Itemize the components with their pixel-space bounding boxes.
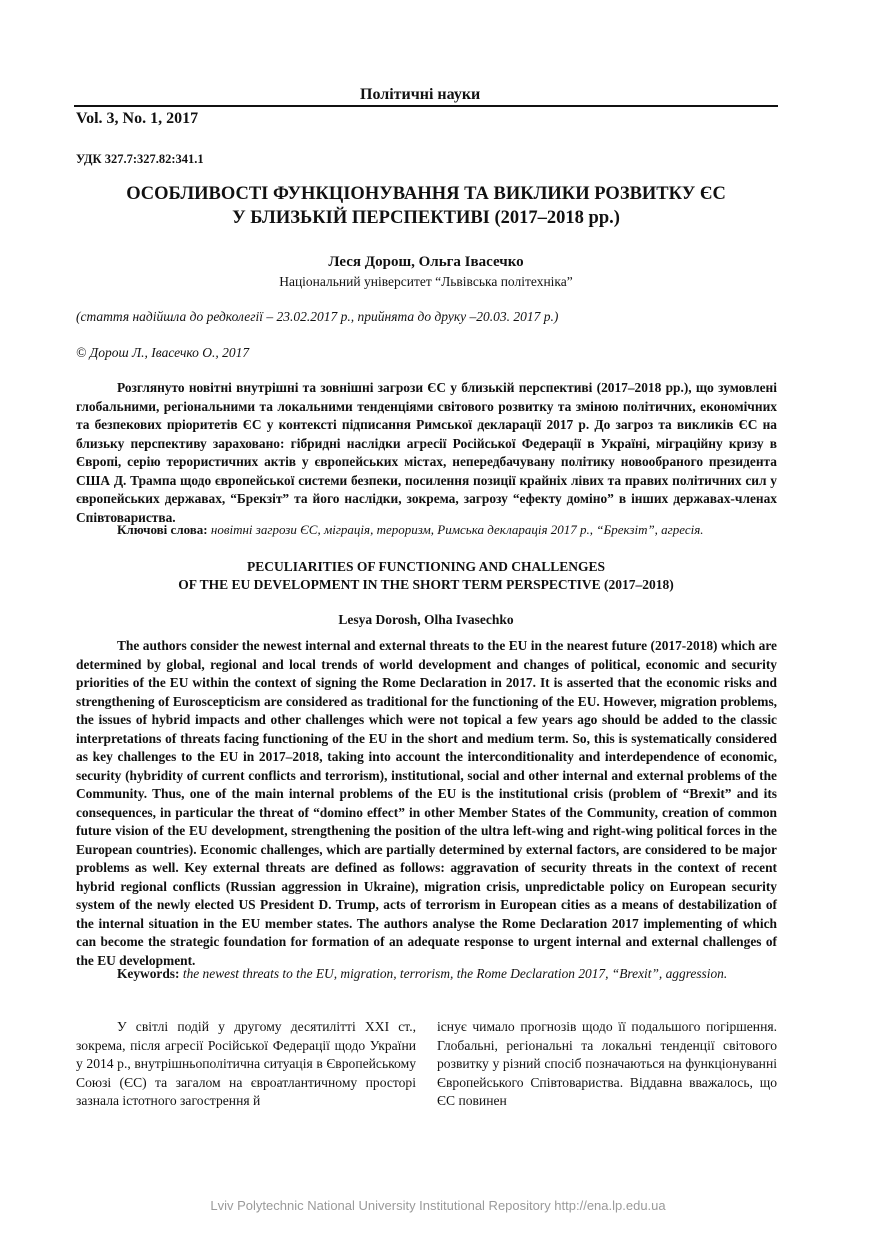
body-column-left: У світлі подій у другому десятилітті ХХІ ст., зокрема, після агресії Російської Федерації щодо України у 2014 р., внутрішньополітична ситуація в Європейському Союзі (ЄС) та загалом на євроатлантичному просторі зазнала істотного загострення й — [76, 1019, 416, 1108]
received-dates: (стаття надійшла до редколегії – 23.02.2017 р., прийнята до друку –20.03. 2017 р.) — [76, 309, 559, 324]
authors-uk: Леся Дорош, Ольга Івасечко — [328, 254, 524, 270]
body-column-right: існує чимало прогнозів щодо її подальшого погіршення. Глобальні, регіональні та локальні тенденції світового розвитку у різний спосіб позначаються на функціонуванні Європейського Співтовариства. Віддавна вважалось, що ЄС повинен — [437, 1019, 777, 1108]
article-title-uk-line1: ОСОБЛИВОСТІ ФУНКЦІОНУВАННЯ ТА ВИКЛИКИ РОЗВИТКУ ЄС — [126, 184, 726, 204]
article-title-en — [74, 558, 778, 594]
repository-footer: Lviv Polytechnic National University Institutional Repository http://ena.lp.edu.ua — [210, 1198, 666, 1213]
keywords-en-label: Keywords: — [117, 966, 180, 981]
affiliation: Національний університет “Львівська політехніка” — [279, 274, 573, 289]
keywords-uk-text: новітні загрози ЄС, міграція, тероризм, Римська декларація 2017 р., “Брекзіт”, агресія. — [210, 522, 704, 537]
copyright: © Дорош Л., Івасечко О., 2017 — [76, 345, 250, 360]
article-title-en-line1: PECULIARITIES OF FUNCTIONING AND CHALLENGES — [246, 559, 606, 574]
keywords-uk — [76, 522, 777, 538]
volume-info: Vol. 3, No. 1, 2017 — [76, 110, 199, 127]
article-title-en-line2: OF THE EU DEVELOPMENT IN THE SHORT TERM PERSPECTIVE (2017–2018) — [178, 577, 674, 592]
abstract-uk: Розглянуто новітні внутрішні та зовнішні загрози ЄС у близькій перспективі (2017–2018 рр.), що зумовлені глобальними, регіональними та локальними тенденціями світового розвитку та зміною політичних, економічних та безпекових пріоритетів ЄС у контексті підписання Римської декларації 2017 р. До загроз та викликів ЄС на близьку перспективу зараховано: гібридні наслідки агресії Російської Федерації в Україні, міграційну кризу в Європі, серію терористичних актів у європейських містах, непередбачувану політику новообраного президента США Д. Трампа щодо європейської системи безпеки, посилення позиції крайніх лівих та правих політичних сил у європейських державах, “Брекзіт” та його наслідки, зокрема, загрозу “ефекту доміно” в інших державах-членах Співтовариства. — [76, 380, 777, 525]
keywords-en-text: the newest threats to the EU, migration, terrorism, the Rome Declaration 2017, “Brexit”, aggression. — [182, 966, 728, 981]
keywords-en — [76, 965, 777, 984]
keywords-uk-label: Ключові слова: — [117, 522, 208, 537]
abstract-en: The authors consider the newest internal and external threats to the EU in the nearest future (2017-2018) which are determined by global, regional and local trends of world development and changes of political, economic and security priorities of the EU within the context of signing the Rome Declaration in 2017. It is asserted that the economic risks and strengthening of Euroscepticism are considered as traditional for the functioning of the EU. However, migration problems, the issues of hybrid impacts and other challenges which were not topical a few years ago should be added to the classic interpretations of threats facing functioning of the EU in the short and medium term. So, this is systematically considered as key challenges to the EU in 2017–2018, taking into account the interconditionality and interdependence of economic, security (hybridity of current conflicts and terrorism), institutional, social and other internal and external problems of the Community. Thus, one of the main internal problems of the EU is the institutional crisis (problem of “Brexit” and its consequences, in particular the threat of “domino effect” in other Member States of the Community, creation of common future vision of the EU development, strengthening the position of the ultra left-wing and right-wing political forces in the European countries). Economic challenges, which are partially determined by external factors, are considered to be major problems as well. Key external threats are defined as follows: aggravation of security threats in the context of recent hybrid regional conflicts (Russian aggression in Ukraine), migration crisis, unpredictable policy on European security system of the newly elected US President D. Trump, acts of terrorism in European cities as a means of destabilization of the internal situation in the EU member states. The authors analyse the Rome Declaration 2017 implementing of which can become the strategic foundation for formation of an adequate response to urgent internal and external challenges of the EU development. — [76, 638, 777, 968]
article-title-uk-line2: У БЛИЗЬКІЙ ПЕРСПЕКТИВІ (2017–2018 рр.) — [232, 208, 620, 228]
udc-code: УДК 327.7:327.82:341.1 — [76, 152, 204, 166]
article-title-uk — [74, 182, 778, 230]
journal-section-title: Політичні науки — [360, 86, 481, 103]
authors-en: Lesya Dorosh, Olha Ivasechko — [338, 612, 514, 627]
header-rule — [74, 105, 778, 107]
